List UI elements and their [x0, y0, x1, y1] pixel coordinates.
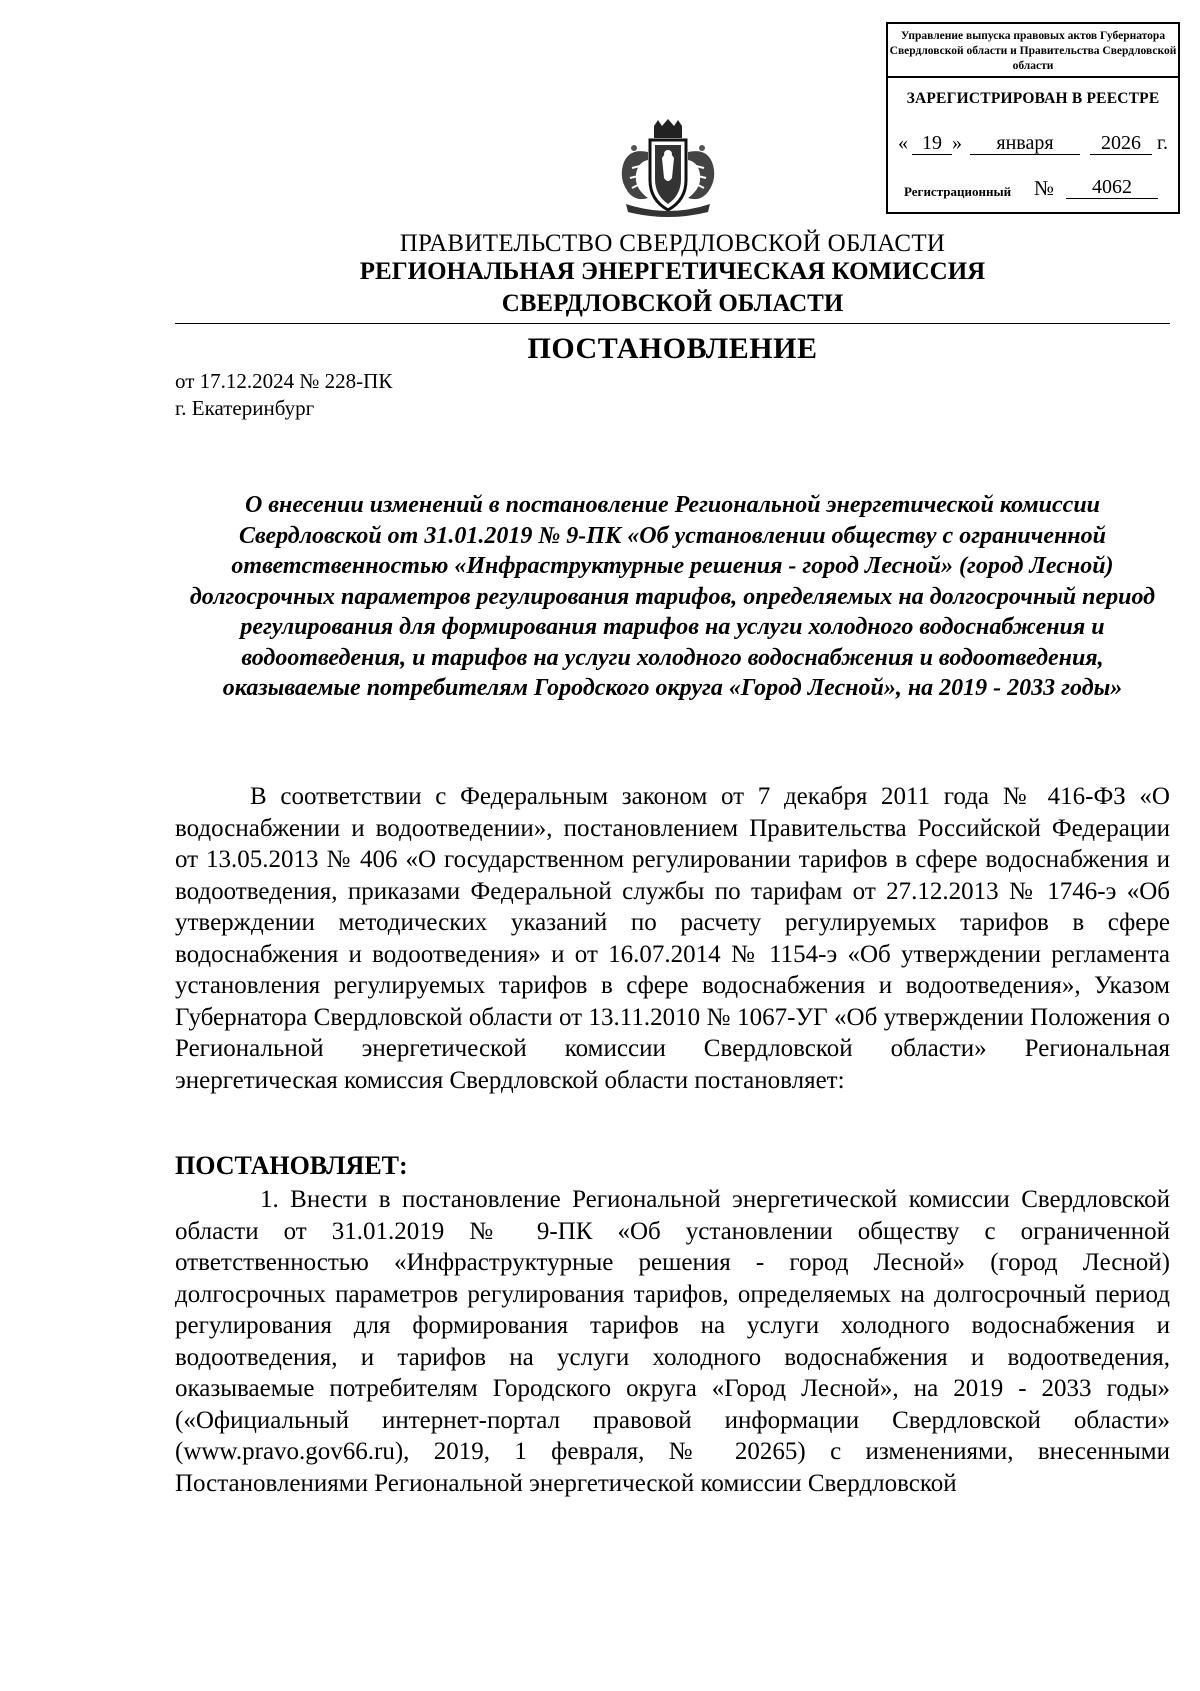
commission-name-line1: РЕГИОНАЛЬНАЯ ЭНЕРГЕТИЧЕСКАЯ КОМИССИЯ — [359, 258, 986, 285]
commission-name-line2: СВЕРДЛОВСКОЙ ОБЛАСТИ — [501, 290, 844, 317]
preamble-paragraph: В соответствии с Федеральным законом от 7 декабря 2011 года № 416-ФЗ «О водоснабжении и водоотведении», постановлением Правительства Российской Федерации от 13.05.2013 № 406 «О государственном регулировании тарифов в сфере водоснабжения и водоотведения, приказами Федеральной службы по тарифам от 27.12.2013 № 1746-э «Об утверждении методических указаний по расчету регулируемых тарифов в сфере водоснабжения и водоотведения» и от 16.07.2014 № 1154-э «Об утверждении регламента установления регулируемых тарифов в сфере водоснабжения и водоотведения», Указом Губернатора Свердловской области от 13.11.2010 № 1067-УГ «Об утверждении Положения о Региональной энергетической комиссии Свердловской области» Региональная энергетическая комиссия Свердловской области постановляет: — [175, 783, 1170, 1094]
document-title: О внесении изменений в постановление Региональной энергетической комиссии Свердловской от 31.01.2019 № 9-ПК «Об установлении обществу с ограниченной ответственностью «Инфраструктурные решения - город Лесной» (город Лесной) долгосрочных параметров регулирования тарифов, определяемых на долгосрочный период регулирования для формирования тарифов на услуги холодного водоснабжения и водоотведения, и тарифов на услуги холодного водоснабжения и водоотведения, оказываемые потребителям Городского округа «Город Лесной», на 2019 - 2033 годы» — [189, 492, 1156, 701]
stamp-quote-close: » — [952, 132, 962, 154]
stamp-number: 4062 — [1066, 176, 1158, 199]
stamp-number-sign: № — [1034, 176, 1055, 200]
registry-stamp — [886, 22, 1180, 214]
item-1-paragraph: 1. Внести в постановление Региональной энергетической комиссии Свердловской области от 31.01.2019 № 9-ПК «Об установлении обществу с ограниченной ответственностью «Инфраструктурные решения - город Лесной» (город Лесной) долгосрочных параметров регулирования тарифов, определяемых на долгосрочный период регулирования для формирования тарифов на услуги холодного водоснабжения и водоотведения, и тарифов на услуги холодного водоснабжения и водоотведения, оказываемые потребителям Городского округа «Город Лесной», на 2019 - 2033 годы» («Официальный интернет-портал правовой информации Свердловской области» (www.pravo.gov66.ru), 2019, 1 февраля, № 20265) с изменениями, внесенными Постановлениями Региональной энергетической комиссии Свердловской — [175, 1186, 1170, 1497]
stamp-reg-number — [898, 176, 1170, 206]
stamp-quote-open: « — [898, 132, 908, 154]
document-type: ПОСТАНОВЛЕНИЕ — [527, 332, 818, 365]
header-divider — [175, 323, 1170, 324]
stamp-year-suffix: г. — [1157, 132, 1168, 154]
stamp-registered: ЗАРЕГИСТРИРОВАН В РЕЕСТРЕ — [906, 90, 1160, 107]
coat-of-arms-emblem — [604, 118, 732, 218]
stamp-month: января — [970, 132, 1080, 155]
document-date-number: от 17.12.2024 № 228-ПК — [175, 369, 393, 393]
stamp-day: 19 — [912, 132, 952, 155]
stamp-year: 2026 — [1090, 132, 1152, 155]
stamp-reg-label: Регистрационный — [904, 184, 1012, 199]
resolves-heading: ПОСТАНОВЛЯЕТ: — [175, 1151, 408, 1180]
stamp-date — [894, 132, 1174, 160]
stamp-department: Управление выпуска правовых актов Губернатора Свердловской области и Правительства Свердловской области — [888, 24, 1178, 78]
document-city: г. Екатеринбург — [175, 396, 315, 420]
government-name: ПРАВИТЕЛЬСТВО СВЕРДЛОВСКОЙ ОБЛАСТИ — [399, 230, 946, 257]
